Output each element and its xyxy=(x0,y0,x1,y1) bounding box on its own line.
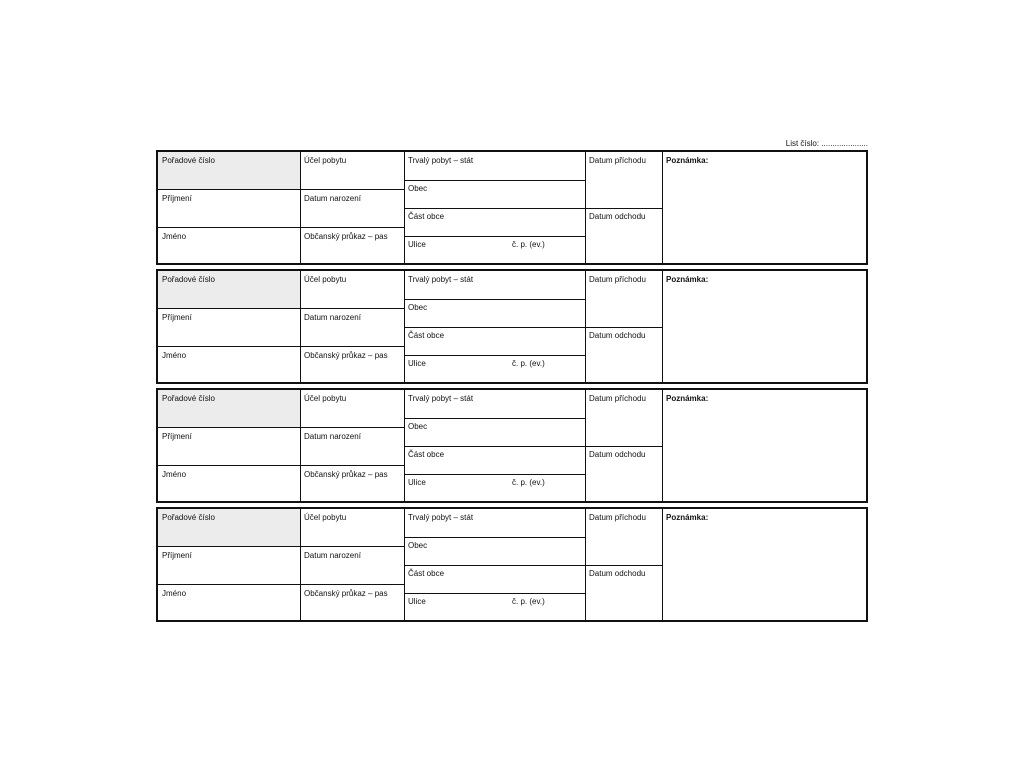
arrival-date-label: Datum příchodu xyxy=(589,275,646,284)
departure-date-cell[interactable] xyxy=(585,208,662,265)
street-cell[interactable] xyxy=(404,593,585,622)
surname-label: Příjmení xyxy=(162,551,192,560)
id-card-label: Občanský průkaz – pas xyxy=(304,470,388,479)
birth-date-cell[interactable] xyxy=(300,309,404,347)
column-divider xyxy=(662,509,663,620)
note-cell[interactable] xyxy=(662,152,868,265)
id-card-label: Občanský průkaz – pas xyxy=(304,589,388,598)
birth-date-label: Datum narození xyxy=(304,313,361,322)
row-divider xyxy=(404,327,585,328)
street-cell[interactable] xyxy=(404,474,585,503)
municipality-label: Obec xyxy=(408,184,428,193)
surname-label: Příjmení xyxy=(162,194,192,203)
row-divider xyxy=(300,546,404,547)
house-number-label: č. p. (ev.) xyxy=(512,240,545,249)
first-name-cell[interactable] xyxy=(158,466,300,503)
street-label: Ulice xyxy=(408,240,426,249)
row-divider xyxy=(158,546,300,547)
row-divider xyxy=(158,465,300,466)
first-name-label: Jméno xyxy=(162,589,187,598)
birth-date-cell[interactable] xyxy=(300,428,404,466)
permanent-residence-label: Trvalý pobyt – stát xyxy=(408,275,474,284)
id-card-label: Občanský průkaz – pas xyxy=(304,232,388,241)
surname-cell[interactable] xyxy=(158,428,300,466)
row-divider xyxy=(300,346,404,347)
municipality-part-cell[interactable] xyxy=(404,327,585,355)
surname-cell[interactable] xyxy=(158,547,300,585)
stay-purpose-cell[interactable] xyxy=(300,509,404,547)
birth-date-label: Datum narození xyxy=(304,194,361,203)
column-divider xyxy=(300,509,301,620)
surname-label: Příjmení xyxy=(162,313,192,322)
record-block xyxy=(156,388,868,503)
birth-date-cell[interactable] xyxy=(300,190,404,228)
municipality-cell[interactable] xyxy=(404,537,585,565)
first-name-label: Jméno xyxy=(162,470,187,479)
first-name-label: Jméno xyxy=(162,351,187,360)
street-cell[interactable] xyxy=(404,236,585,265)
row-divider xyxy=(158,427,300,428)
order-number-cell[interactable] xyxy=(158,390,300,428)
id-card-cell[interactable] xyxy=(300,347,404,384)
surname-label: Příjmení xyxy=(162,432,192,441)
arrival-date-cell[interactable] xyxy=(585,390,662,446)
note-cell[interactable] xyxy=(662,390,868,503)
stay-purpose-cell[interactable] xyxy=(300,152,404,190)
row-divider xyxy=(585,565,662,566)
street-label: Ulice xyxy=(408,359,426,368)
surname-cell[interactable] xyxy=(158,309,300,347)
sheet-number-label: List číslo: ..................... xyxy=(785,139,868,148)
column-divider xyxy=(662,152,663,263)
row-divider xyxy=(404,299,585,300)
street-label: Ulice xyxy=(408,478,426,487)
row-divider xyxy=(404,565,585,566)
order-number-cell[interactable] xyxy=(158,152,300,190)
permanent-residence-label: Trvalý pobyt – stát xyxy=(408,156,474,165)
row-divider xyxy=(300,308,404,309)
row-divider xyxy=(158,584,300,585)
record-block xyxy=(156,269,868,384)
municipality-part-cell[interactable] xyxy=(404,565,585,593)
row-divider xyxy=(158,308,300,309)
municipality-part-cell[interactable] xyxy=(404,208,585,236)
id-card-cell[interactable] xyxy=(300,585,404,622)
row-divider xyxy=(300,465,404,466)
column-divider xyxy=(662,271,663,382)
permanent-residence-cell[interactable] xyxy=(404,271,585,299)
permanent-residence-cell[interactable] xyxy=(404,152,585,180)
order-number-label: Pořadové číslo xyxy=(162,156,215,165)
row-divider xyxy=(585,446,662,447)
stay-purpose-cell[interactable] xyxy=(300,271,404,309)
note-label: Poznámka: xyxy=(666,513,709,522)
municipality-part-label: Část obce xyxy=(408,212,445,221)
permanent-residence-label: Trvalý pobyt – stát xyxy=(408,513,474,522)
row-divider xyxy=(404,236,585,237)
birth-date-label: Datum narození xyxy=(304,432,361,441)
permanent-residence-label: Trvalý pobyt – stát xyxy=(408,394,474,403)
note-label: Poznámka: xyxy=(666,156,709,165)
departure-date-label: Datum odchodu xyxy=(589,212,646,221)
stay-purpose-label: Účel pobytu xyxy=(304,156,347,165)
municipality-part-label: Část obce xyxy=(408,569,445,578)
permanent-residence-cell[interactable] xyxy=(404,509,585,537)
arrival-date-label: Datum příchodu xyxy=(589,394,646,403)
row-divider xyxy=(404,355,585,356)
arrival-date-label: Datum příchodu xyxy=(589,156,646,165)
order-number-label: Pořadové číslo xyxy=(162,394,215,403)
departure-date-label: Datum odchodu xyxy=(589,331,646,340)
birth-date-label: Datum narození xyxy=(304,551,361,560)
row-divider xyxy=(404,474,585,475)
id-card-cell[interactable] xyxy=(300,466,404,503)
first-name-cell[interactable] xyxy=(158,347,300,384)
street-label: Ulice xyxy=(408,597,426,606)
order-number-label: Pořadové číslo xyxy=(162,513,215,522)
surname-cell[interactable] xyxy=(158,190,300,228)
arrival-date-cell[interactable] xyxy=(585,271,662,327)
municipality-label: Obec xyxy=(408,541,428,550)
stay-purpose-label: Účel pobytu xyxy=(304,275,347,284)
arrival-date-label: Datum příchodu xyxy=(589,513,646,522)
street-cell[interactable] xyxy=(404,355,585,384)
row-divider xyxy=(585,327,662,328)
municipality-part-label: Část obce xyxy=(408,331,445,340)
arrival-date-cell[interactable] xyxy=(585,152,662,208)
first-name-cell[interactable] xyxy=(158,585,300,622)
municipality-cell[interactable] xyxy=(404,180,585,208)
municipality-part-cell[interactable] xyxy=(404,446,585,474)
order-number-cell[interactable] xyxy=(158,271,300,309)
note-cell[interactable] xyxy=(662,509,868,622)
row-divider xyxy=(158,189,300,190)
row-divider xyxy=(300,189,404,190)
departure-date-cell[interactable] xyxy=(585,446,662,503)
stay-purpose-label: Účel pobytu xyxy=(304,394,347,403)
id-card-label: Občanský průkaz – pas xyxy=(304,351,388,360)
row-divider xyxy=(158,227,300,228)
record-block xyxy=(156,507,868,622)
municipality-cell[interactable] xyxy=(404,418,585,446)
permanent-residence-cell[interactable] xyxy=(404,390,585,418)
row-divider xyxy=(404,208,585,209)
row-divider xyxy=(300,427,404,428)
order-number-label: Pořadové číslo xyxy=(162,275,215,284)
stay-purpose-cell[interactable] xyxy=(300,390,404,428)
house-number-label: č. p. (ev.) xyxy=(512,478,545,487)
house-number-label: č. p. (ev.) xyxy=(512,597,545,606)
stay-purpose-label: Účel pobytu xyxy=(304,513,347,522)
municipality-label: Obec xyxy=(408,303,428,312)
first-name-label: Jméno xyxy=(162,232,187,241)
row-divider xyxy=(404,446,585,447)
column-divider xyxy=(300,390,301,501)
house-number-label: č. p. (ev.) xyxy=(512,359,545,368)
departure-date-label: Datum odchodu xyxy=(589,569,646,578)
column-divider xyxy=(662,390,663,501)
row-divider xyxy=(404,537,585,538)
arrival-date-cell[interactable] xyxy=(585,509,662,565)
column-divider xyxy=(300,271,301,382)
row-divider xyxy=(300,227,404,228)
municipality-label: Obec xyxy=(408,422,428,431)
note-label: Poznámka: xyxy=(666,275,709,284)
departure-date-cell[interactable] xyxy=(585,565,662,622)
departure-date-label: Datum odchodu xyxy=(589,450,646,459)
departure-date-cell[interactable] xyxy=(585,327,662,384)
row-divider xyxy=(404,593,585,594)
municipality-part-label: Část obce xyxy=(408,450,445,459)
record-block xyxy=(156,150,868,265)
municipality-cell[interactable] xyxy=(404,299,585,327)
row-divider xyxy=(158,346,300,347)
birth-date-cell[interactable] xyxy=(300,547,404,585)
row-divider xyxy=(300,584,404,585)
id-card-cell[interactable] xyxy=(300,228,404,265)
note-cell[interactable] xyxy=(662,271,868,384)
column-divider xyxy=(300,152,301,263)
row-divider xyxy=(404,180,585,181)
first-name-cell[interactable] xyxy=(158,228,300,265)
row-divider xyxy=(585,208,662,209)
order-number-cell[interactable] xyxy=(158,509,300,547)
row-divider xyxy=(404,418,585,419)
note-label: Poznámka: xyxy=(666,394,709,403)
